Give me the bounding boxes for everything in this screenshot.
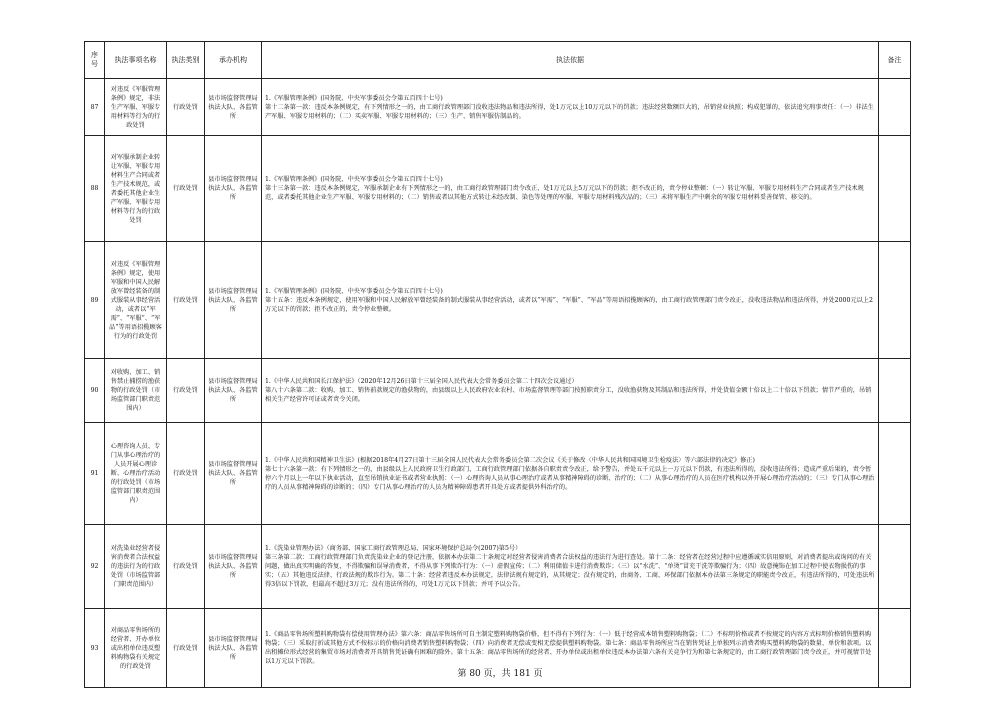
row-basis <box>262 136 879 242</box>
row-category: 行政处罚 <box>167 359 205 423</box>
row-item-name: 心理咨询人员、专门从事心理治疗的人员开展心理诊断、心理治疗活动的行政处罚（市场监管部门职责范围内） <box>105 423 167 525</box>
table-row <box>85 242 911 359</box>
header-basis: 执法依据 <box>262 42 879 79</box>
row-category: 行政处罚 <box>167 242 205 359</box>
header-category: 执法类别 <box>167 42 205 79</box>
table-row <box>85 423 911 525</box>
row-item-name: 对收购、加工、销售禁止捕捞的渔获物的行政处罚（市场监管部门职责范围内） <box>105 359 167 423</box>
row-agency: 县市场监督管理局执法大队、各监管所 <box>205 609 262 688</box>
table-row <box>85 359 911 423</box>
table-header-row <box>85 42 911 79</box>
row-number: 90 <box>85 359 105 423</box>
row-agency: 县市场监督管理局执法大队、各监管所 <box>205 359 262 423</box>
header-remark: 备注 <box>879 42 911 79</box>
row-item-name: 对军服承制企业转让军服、军服专用材料生产合同或者生产技术规范，或者委托其他企业生产军服、军服专用材料等行为的行政处罚 <box>105 136 167 242</box>
row-number: 87 <box>85 79 105 136</box>
row-number: 93 <box>85 609 105 688</box>
basis-paragraph: 1.《军服管理条例》(国务院、中央军事委员会令第五百四十七号) <box>265 94 443 102</box>
table-row <box>85 525 911 609</box>
basis-paragraph: 1.《洗染业管理办法》（商务部、国家工商行政管理总局、国家环境保护总局令(2007)第5号） <box>265 545 522 552</box>
row-basis <box>262 79 879 136</box>
row-category: 行政处罚 <box>167 136 205 242</box>
row-basis <box>262 423 879 525</box>
row-remark <box>879 359 911 423</box>
row-agency: 县市场监督管理局执法大队、各监管所 <box>205 242 262 359</box>
basis-paragraph: 第十五条：违反本条例规定，使用军服和中国人民解放军曾经装备的制式服装从事经营活动，或者以“军需”、“军服”、“军品”等用语招揽顾客的，由工商行政管理部门责令改正，没收违法物品和违法所得，并处2000元以上2万元以下的罚款；拒不改正的，责令停业整顿。 <box>265 296 873 313</box>
row-item-name: 对违反《军服管理条例》规定，使用军服和中国人民解放军曾经装备的制式服装从事经营活动，或者以“军需”、“军服”、“军品”等用语招揽顾客行为的行政处罚 <box>105 242 167 359</box>
basis-paragraph: 第三条第二款：工商行政管理部门负责洗染业企业的登记注册，依据本办法第二十条规定对经营者侵害消费者合法权益的违法行为进行查处。第十二条：经营者在经营过程中应遵循诚实信用原则，对消费者提出或询问的有关问题，做出真实明确的答复，不得欺骗和误导消费者，不得从事下列欺诈行为：（一）虚假宣传；（二）利用储值卡进行消费欺诈；（三）以“水洗”、“单烫”冒充干洗等欺骗行为；（四）故意掩饰在加工过程中使衣物损伤的事实；（五）其他违反法律、行政法规的欺诈行为。第二十条：经营者违反本办法规定，法律法规有规定的，从其规定；没有规定的，由商务、工商、环保部门依据本办法第三条规定的职能责令改正，有违法所得的，可处违法所得3倍以下罚款，但最高不超过3万元；没有违法所得的，可处1万元以下罚款；并可予以公告。 <box>265 554 875 588</box>
table-row <box>85 79 911 136</box>
row-category: 行政处罚 <box>167 609 205 688</box>
row-agency: 县市场监督管理局执法大队、各监管所 <box>205 423 262 525</box>
row-item-name: 对商品零售场所的经营者、开办单位或出租单位违反塑料购物袋有关规定的行政处罚 <box>105 609 167 688</box>
basis-paragraph: 第十二条第一款：违反本条例规定，有下列情形之一的，由工商行政管理部门没收违法物品和违法所得，处1万元以上10万元以下的罚款；违法经营数额巨大的，吊销营业执照；构成犯罪的，依法追究刑事责任：（一）非法生产军服、军服专用材料的；（二）买卖军服、军服专用材料的；（三）生产、销售军服仿制品的。 <box>265 103 874 120</box>
row-remark <box>879 423 911 525</box>
row-basis <box>262 359 879 423</box>
row-agency: 县市场监督管理局执法大队、各监管所 <box>205 79 262 136</box>
table-row <box>85 136 911 242</box>
row-basis <box>262 525 879 609</box>
row-remark <box>879 79 911 136</box>
row-category: 行政处罚 <box>167 525 205 609</box>
row-agency: 县市场监督管理局执法大队、各监管所 <box>205 525 262 609</box>
basis-paragraph: 1.《军服管理条例》(国务院、中央军事委员会令第五百四十七号) <box>265 176 443 183</box>
row-remark <box>879 525 911 609</box>
header-no: 序号 <box>85 42 105 79</box>
row-item-name: 对洗染业经营者侵害消费者合法权益的违法行为的行政处罚（市场监管部门职责范围内） <box>105 525 167 609</box>
basis-paragraph: 第七十六条第一款：有下列情形之一的，由县级以上人民政府卫生行政部门、工商行政管理部门依据各自职责责令改正，给予警告，并处五千元以上一万元以下罚款，有违法所得的，没收违法所得；造成严重后果的，责令暂停六个月以上一年以下执业活动，直至吊销执业证书或者营业执照：（一）心理咨询人员从事心理治疗或者从事精神障碍的诊断、治疗的；（二）从事心理治疗的人员在医疗机构以外开展心理治疗活动的；（三）专门从事心理治疗的人员从事精神障碍的诊断的；（四）专门从事心理治疗的人员为精神障碍患者开具处方或者提供外科治疗的。 <box>265 465 875 491</box>
row-number: 92 <box>85 525 105 609</box>
basis-paragraph: 1.《中华人民共和国精神卫生法》(根据2018年4月27日第十三届全国人民代表大会常务委员会第二次会议《关于修改〈中华人民共和国国境卫生检疫法〉等六部法律的决定》修正) <box>265 456 755 464</box>
row-number: 91 <box>85 423 105 525</box>
basis-paragraph: 第八十六条第二款：收购、加工、销售前款规定的渔获物的，由县级以上人民政府农业农村、市场监督管理等部门按照职责分工，没收渔获物及其制品和违法所得，并处货值金额十倍以上二十倍以下罚款；情节严重的，吊销相关生产经营许可证或者责令关闭。 <box>265 387 872 403</box>
header-agency: 承办机构 <box>205 42 262 79</box>
row-remark <box>879 136 911 242</box>
header-item: 执法事项名称 <box>105 42 167 79</box>
row-category: 行政处罚 <box>167 79 205 136</box>
row-basis <box>262 242 879 359</box>
row-category: 行政处罚 <box>167 423 205 525</box>
basis-paragraph: 1.《商品零售场所塑料购物袋有偿使用管理办法》第六条：商品零售场所可自主制定塑料购物袋价格，但不得有下列行为：（一）低于经营成本销售塑料购物袋；（二）不标明价格或者不按规定的内容方式标明价格销售塑料购物袋；（三）采取打折或其他方式不按标示的价格向消费者销售塑料购物袋；（四）向消费者无偿或变相无偿提供塑料购物袋。第七条：商品零售场所应当在销售凭证上单独列示消费者购买塑料购物袋的数量、单价和款项。以出租摊位形式经营的集贸市场对消费者开具销售凭证确有困难的除外。第十五条：商品零售场所的经营者、开办单位或出租单位违反本办法第六条有关竞争行为和第七条规定的，由工商行政管理部门责令改正，并可视情节处以1万元以下罚款。 <box>265 631 872 665</box>
row-item-name: 对违反《军服管理条例》规定，非法生产军服、军服专用材料等行为的行政处罚 <box>105 79 167 136</box>
row-remark <box>879 242 911 359</box>
row-number: 89 <box>85 242 105 359</box>
basis-paragraph: 1.《中华人民共和国长江保护法》（2020年12月26日第十三届全国人民代表大会常务委员会第二十四次会议通过） <box>265 378 578 385</box>
basis-paragraph: 第十三条第一款：违反本条例规定，军服承制企业有下列情形之一的，由工商行政管理部门责令改正，处1万元以上5万元以下的罚款；拒不改正的，责令停业整顿：（一）转让军服、军服专用材料生产合同或者生产技术规范，或者委托其他企业生产军服、军服专用材料的；（二）销售或者以其他方式转让未经改制、染色等处理的军服、军服专用材料残次品的；（三）未将军服生产中剩余的军服专用材料妥善保管、移交的。 <box>265 185 864 201</box>
row-number: 88 <box>85 136 105 242</box>
page-number: 第 80 页，共 181 页 <box>457 669 543 679</box>
enforcement-table <box>84 41 911 688</box>
row-agency: 县市场监督管理局执法大队、各监管所 <box>205 136 262 242</box>
basis-paragraph: 1.《军服管理条例》(国务院、中央军事委员会令第五百四十七号) <box>265 287 443 295</box>
